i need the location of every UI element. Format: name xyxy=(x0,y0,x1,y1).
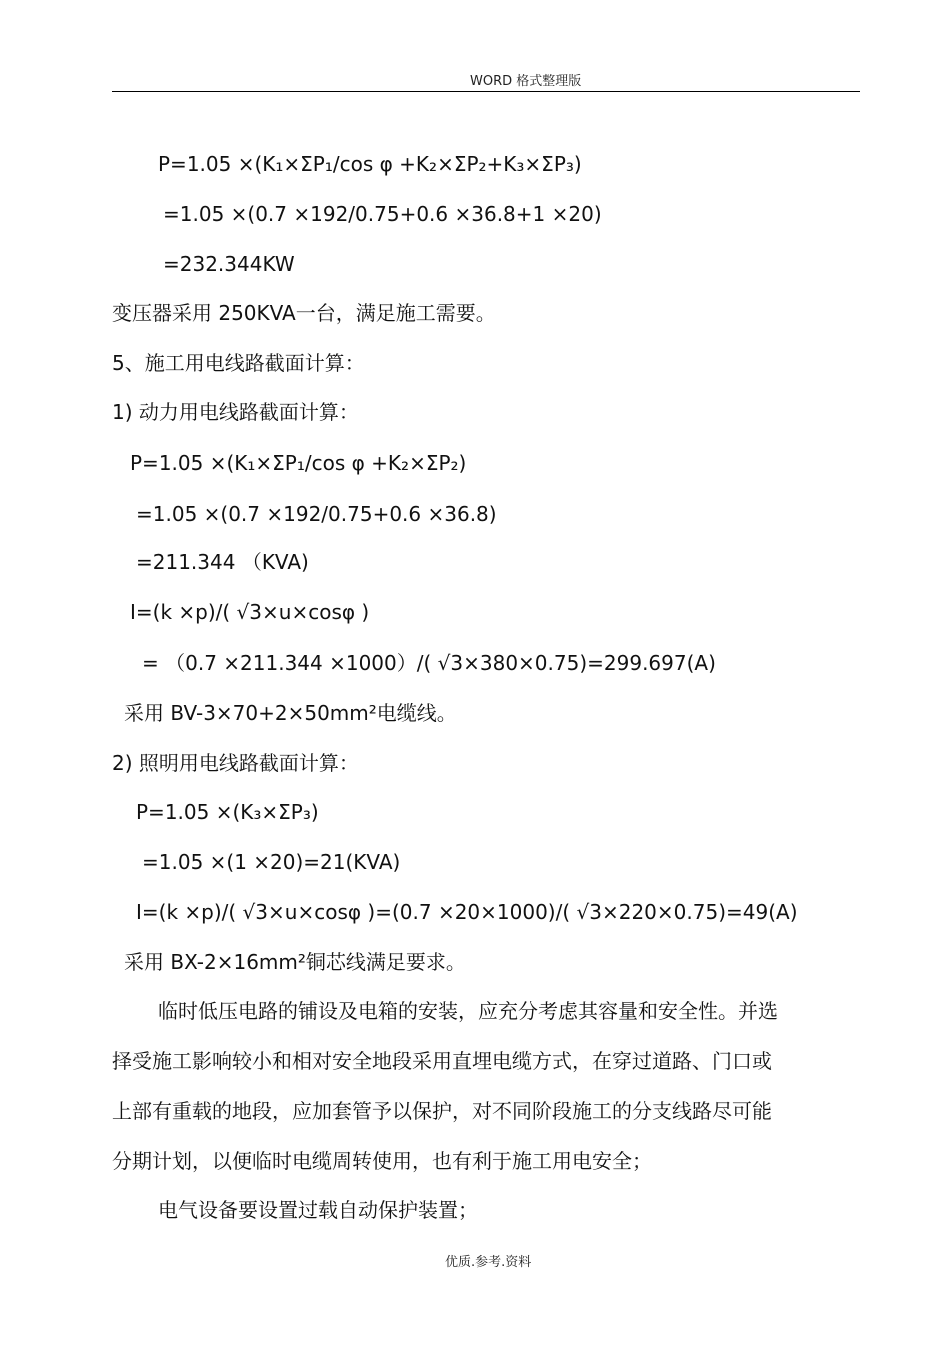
formula-lighting-power: P=1.05 ×(K₃×ΣP₃) xyxy=(136,800,319,824)
paragraph-line: 择受施工影响较小和相对安全地段采用直埋电缆方式，在穿过道路、门口或 xyxy=(112,1049,772,1073)
formula-power-current: I=(k ×p)/( √3×u×cosφ ) xyxy=(130,600,370,624)
power-cable-selection: 采用 BV-3×70+2×50mm²电缆线。 xyxy=(124,701,457,725)
lighting-cable-selection: 采用 BX-2×16mm²铜芯线满足要求。 xyxy=(124,950,466,974)
transformer-selection: 变压器采用 250KVA一台，满足施工需要。 xyxy=(112,301,496,325)
formula-power-line-result: =211.344 （KVA) xyxy=(136,550,309,574)
section-heading-line-section: 5、施工用电线路截面计算： xyxy=(112,351,365,375)
page-footer: 优质.参考.资料 xyxy=(445,1255,532,1270)
subheading-power-line: 1) 动力用电线路截面计算： xyxy=(112,400,359,424)
formula-lighting-current: I=(k ×p)/( √3×u×cosφ )=(0.7 ×20×1000)/( √3×220×0.75)=49(A) xyxy=(136,900,798,924)
formula-power-line-substitution: =1.05 ×(0.7 ×192/0.75+0.6 ×36.8) xyxy=(136,502,497,526)
formula-total-power-substitution: =1.05 ×(0.7 ×192/0.75+0.6 ×36.8+1 ×20) xyxy=(163,202,602,226)
paragraph-line: 电气设备要设置过载自动保护装置； xyxy=(158,1198,478,1222)
subheading-lighting-line: 2) 照明用电线路截面计算： xyxy=(112,751,359,775)
page-header: WORD 格式整理版 xyxy=(470,74,582,89)
paragraph-line: 临时低压电路的铺设及电箱的安装，应充分考虑其容量和安全性。并选 xyxy=(158,999,778,1023)
header-divider xyxy=(112,91,860,92)
formula-power-current-result: = （0.7 ×211.344 ×1000）/( √3×380×0.75)=299.697(A) xyxy=(142,651,716,675)
formula-total-power: P=1.05 ×(K₁×ΣP₁/cos φ +K₂×ΣP₂+K₃×ΣP₃) xyxy=(158,152,582,176)
formula-lighting-power-result: =1.05 ×(1 ×20)=21(KVA) xyxy=(142,850,401,874)
paragraph-line: 分期计划，以便临时电缆周转使用，也有利于施工用电安全； xyxy=(112,1149,652,1173)
paragraph-line: 上部有重载的地段，应加套管予以保护，对不同阶段施工的分支线路尽可能 xyxy=(112,1099,772,1123)
formula-power-line: P=1.05 ×(K₁×ΣP₁/cos φ +K₂×ΣP₂) xyxy=(130,451,467,475)
formula-total-power-result: =232.344KW xyxy=(163,252,295,276)
